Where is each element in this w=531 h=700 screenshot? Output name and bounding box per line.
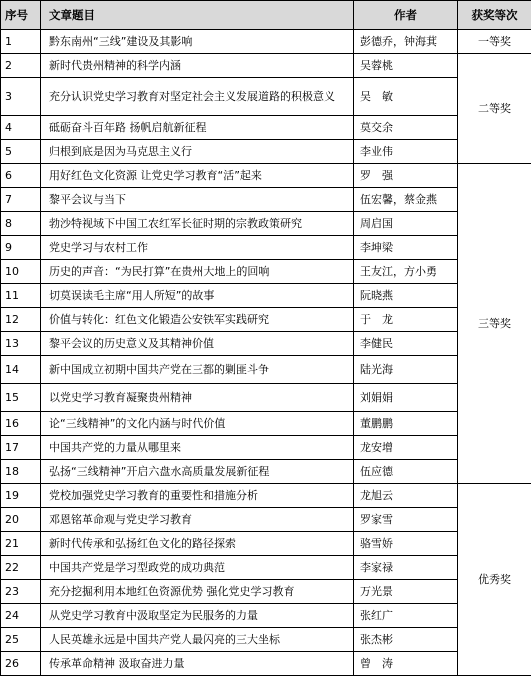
row-title: 中国共产党是学习型政党的成功典范 [41, 556, 354, 580]
table-row [1, 508, 531, 532]
row-title: 以党史学习教育凝聚贵州精神 [41, 384, 354, 412]
row-no: 20 [1, 508, 41, 532]
row-no: 7 [1, 188, 41, 212]
table-row [1, 580, 531, 604]
table-row [1, 384, 531, 412]
row-title: 砥砺奋斗百年路 扬帆启航新征程 [41, 116, 354, 140]
header-row [1, 1, 531, 30]
row-no: 11 [1, 284, 41, 308]
row-no: 8 [1, 212, 41, 236]
row-title: 传承革命精神 汲取奋进力量 [41, 652, 354, 676]
row-author: 莫交余 [354, 116, 458, 140]
table-row [1, 30, 531, 54]
row-author: 吴 敏 [354, 78, 458, 116]
table-row [1, 308, 531, 332]
table-row [1, 236, 531, 260]
row-no: 2 [1, 54, 41, 78]
row-author: 周启国 [354, 212, 458, 236]
row-author: 李健民 [354, 332, 458, 356]
row-no: 23 [1, 580, 41, 604]
row-title: 充分挖掘利用本地红色资源优势 强化党史学习教育 [41, 580, 354, 604]
row-title: 黔东南州“三线”建设及其影响 [41, 30, 354, 54]
row-title: 勃沙特视域下中国工农红军长征时期的宗教政策研究 [41, 212, 354, 236]
row-author: 李家禄 [354, 556, 458, 580]
row-title: 党校加强党史学习教育的重要性和措施分析 [41, 484, 354, 508]
table-row [1, 460, 531, 484]
row-no: 3 [1, 78, 41, 116]
table-row [1, 412, 531, 436]
row-author: 李业伟 [354, 140, 458, 164]
row-title: 论“三线精神”的文化内涵与时代价值 [41, 412, 354, 436]
row-no: 1 [1, 30, 41, 54]
row-title: 弘扬“三线精神”开启六盘水高质量发展新征程 [41, 460, 354, 484]
table-row [1, 484, 531, 508]
row-no: 14 [1, 356, 41, 384]
row-author: 伍应德 [354, 460, 458, 484]
row-title: 新时代传承和弘扬红色文化的路径探索 [41, 532, 354, 556]
row-no: 6 [1, 164, 41, 188]
table-row [1, 604, 531, 628]
row-author: 李坤梁 [354, 236, 458, 260]
row-author: 吴蓉桃 [354, 54, 458, 78]
row-no: 9 [1, 236, 41, 260]
row-title: 价值与转化：红色文化锻造公安铁军实践研究 [41, 308, 354, 332]
row-author: 曾 涛 [354, 652, 458, 676]
row-title: 黎平会议与当下 [41, 188, 354, 212]
row-no: 10 [1, 260, 41, 284]
row-author: 万光景 [354, 580, 458, 604]
row-title: 新时代贵州精神的科学内涵 [41, 54, 354, 78]
table-row [1, 532, 531, 556]
header-author: 作者 [354, 1, 458, 30]
table-row [1, 556, 531, 580]
table-row [1, 260, 531, 284]
award-first: 一等奖 [458, 30, 531, 54]
row-author: 骆雪娇 [354, 532, 458, 556]
table-row [1, 164, 531, 188]
table-row [1, 628, 531, 652]
row-title: 切莫误读毛主席“用人所短”的故事 [41, 284, 354, 308]
row-no: 17 [1, 436, 41, 460]
header-no: 序号 [1, 1, 41, 30]
row-no: 24 [1, 604, 41, 628]
row-author: 龙安增 [354, 436, 458, 460]
row-author: 张红广 [354, 604, 458, 628]
table-row [1, 356, 531, 384]
table-row [1, 116, 531, 140]
row-title: 用好红色文化资源 让党史学习教育“活”起来 [41, 164, 354, 188]
row-no: 4 [1, 116, 41, 140]
row-author: 罗 强 [354, 164, 458, 188]
row-no: 19 [1, 484, 41, 508]
row-no: 18 [1, 460, 41, 484]
table-row [1, 78, 531, 116]
row-no: 25 [1, 628, 41, 652]
row-author: 罗家雪 [354, 508, 458, 532]
table-row [1, 284, 531, 308]
row-no: 26 [1, 652, 41, 676]
row-title: 从党史学习教育中汲取坚定为民服务的力量 [41, 604, 354, 628]
row-author: 阮晓燕 [354, 284, 458, 308]
row-author: 彭德乔，钟海萁 [354, 30, 458, 54]
table-row [1, 140, 531, 164]
row-title: 充分认识党史学习教育对坚定社会主义发展道路的积极意义 [41, 78, 354, 116]
header-title: 文章题目 [41, 1, 354, 30]
table-row [1, 436, 531, 460]
table-row [1, 188, 531, 212]
row-title: 邓恩铭革命观与党史学习教育 [41, 508, 354, 532]
row-title: 黎平会议的历史意义及其精神价值 [41, 332, 354, 356]
table-row [1, 54, 531, 78]
row-no: 13 [1, 332, 41, 356]
row-author: 张杰彬 [354, 628, 458, 652]
award-third: 三等奖 [458, 164, 531, 484]
row-no: 5 [1, 140, 41, 164]
row-title: 历史的声音：“为民打算”在贵州大地上的回响 [41, 260, 354, 284]
row-title: 新中国成立初期中国共产党在三都的剿匪斗争 [41, 356, 354, 384]
row-title: 归根到底是因为马克思主义行 [41, 140, 354, 164]
table-row [1, 332, 531, 356]
award-excellent: 优秀奖 [458, 484, 531, 676]
header-award: 获奖等次 [458, 1, 531, 30]
row-author: 龙旭云 [354, 484, 458, 508]
row-no: 15 [1, 384, 41, 412]
row-author: 刘娟娟 [354, 384, 458, 412]
award-second: 二等奖 [458, 54, 531, 164]
table-row [1, 212, 531, 236]
row-title: 中国共产党的力量从哪里来 [41, 436, 354, 460]
row-title: 党史学习与农村工作 [41, 236, 354, 260]
row-no: 22 [1, 556, 41, 580]
row-title: 人民英雄永远是中国共产党人最闪亮的三大坐标 [41, 628, 354, 652]
row-author: 伍宏馨，蔡金燕 [354, 188, 458, 212]
table-row [1, 652, 531, 676]
row-no: 16 [1, 412, 41, 436]
row-author: 王友江，方小勇 [354, 260, 458, 284]
row-no: 12 [1, 308, 41, 332]
row-author: 董鹏鹏 [354, 412, 458, 436]
row-no: 21 [1, 532, 41, 556]
row-author: 于 龙 [354, 308, 458, 332]
row-author: 陆光海 [354, 356, 458, 384]
